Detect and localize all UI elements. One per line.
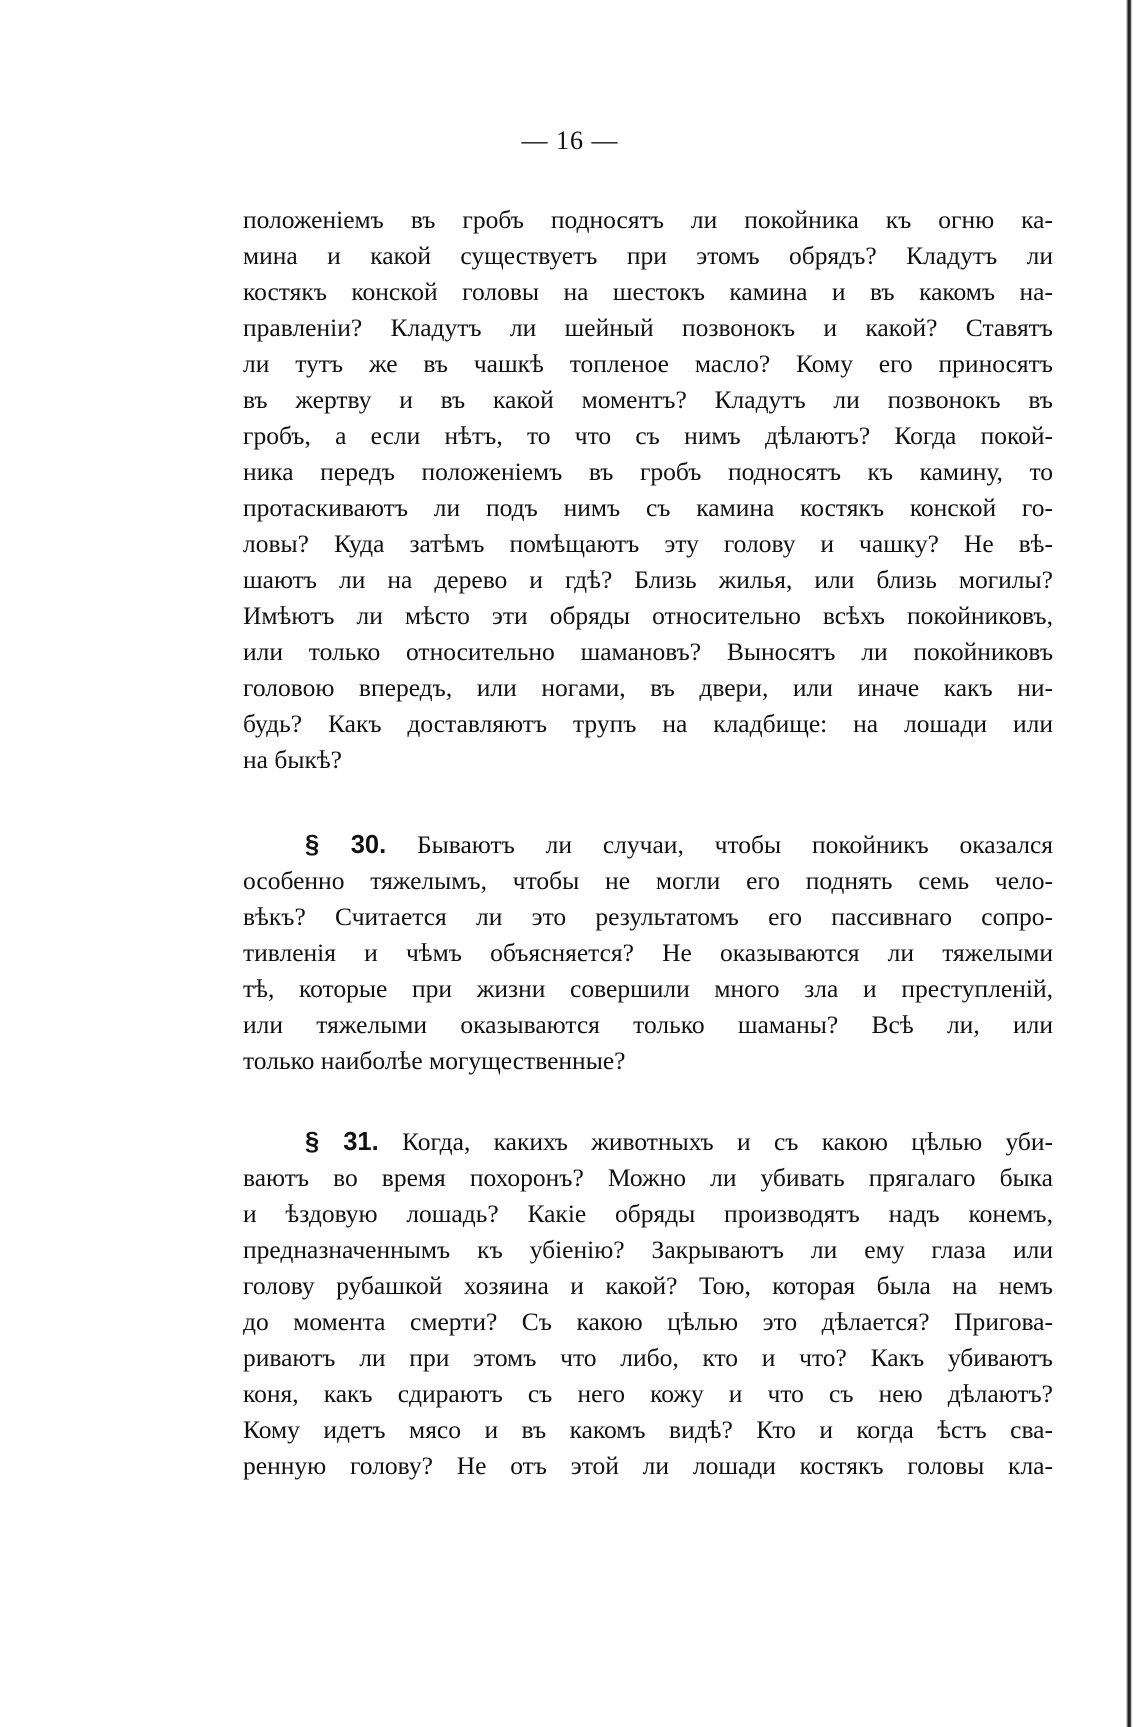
- text-line: до момента смерти? Съ какою цѣлью это дѣлается? Пригова-: [243, 1307, 1053, 1336]
- text-line: въ жертву и въ какой моментъ? Кладутъ ли позвонокъ въ: [243, 385, 1053, 414]
- text-line: вѣкъ? Считается ли это результатомъ его пассивнаго сопро-: [243, 902, 1053, 931]
- text-line: положеніемъ въ гробъ подносятъ ли покойника къ огню ка-: [243, 205, 1053, 234]
- page-number: — 16 —: [521, 126, 619, 155]
- text-line: коня, какъ сдираютъ съ него кожу и что съ нею дѣлаютъ?: [243, 1379, 1053, 1408]
- text-line: правленіи? Кладутъ ли шейный позвонокъ и какой? Ставятъ: [243, 313, 1053, 342]
- text-line: голову рубашкой хозяина и какой? Тою, которая была на немъ: [243, 1271, 1053, 1300]
- paragraph-section-30: [243, 827, 1053, 1079]
- text-line: Кому идетъ мясо и въ какомъ видѣ? Кто и когда ѣстъ сва-: [243, 1415, 1053, 1444]
- text-line: ли тутъ же въ чашкѣ топленое масло? Кому его приносятъ: [243, 349, 1053, 378]
- text-line: и ѣздовую лошадь? Какіе обряды производятъ надъ конемъ,: [243, 1199, 1053, 1228]
- text-line: предназначеннымъ къ убіенію? Закрываютъ ли ему глаза или: [243, 1235, 1053, 1264]
- text-line: гробъ, а если нѣтъ, то что съ нимъ дѣлаютъ? Когда покой-: [243, 421, 1053, 450]
- text-line: ренную голову? Не отъ этой ли лошади костякъ головы кла-: [243, 1451, 1053, 1480]
- text-line: ваютъ во время похоронъ? Можно ли убивать прягалаго быка: [243, 1163, 1053, 1192]
- text-line: тѣ, которые при жизни совершили много зла и преступленій,: [243, 974, 1053, 1003]
- text-line: протаскиваютъ ли подъ нимъ съ камина костякъ конской го-: [243, 493, 1053, 522]
- text-line: особенно тяжелымъ, чтобы не могли его поднять семь чело-: [243, 866, 1053, 895]
- text-line: [243, 1124, 1053, 1160]
- page-edge-shadow: [1126, 0, 1132, 1727]
- text-line: или только относительно шамановъ? Выносятъ ли покойниковъ: [243, 637, 1053, 666]
- text-fragment: Бываютъ ли случаи, чтобы покойникъ оказался: [417, 830, 1054, 859]
- text-line: костякъ конской головы на шестокъ камина и въ какомъ на-: [243, 277, 1053, 306]
- section-mark: § 30.: [305, 831, 387, 859]
- text-line: мина и какой существуетъ при этомъ обрядъ? Кладутъ ли: [243, 241, 1053, 270]
- text-fragment: Когда, какихъ животныхъ и съ какою цѣлью уби-: [401, 1127, 1054, 1156]
- text-line: ловы? Куда затѣмъ помѣщаютъ эту голову и чашку? Не вѣ-: [243, 529, 1053, 558]
- text-line: или тяжелыми оказываются только шаманы? Всѣ ли, или: [243, 1010, 1053, 1039]
- section-mark: § 31.: [305, 1128, 379, 1156]
- text-line: только наиболѣе могущественные?: [243, 1046, 626, 1075]
- text-line: ника передъ положеніемъ въ гробъ подносятъ къ камину, то: [243, 457, 1053, 486]
- text-line: головою впередъ, или ногами, въ двери, или иначе какъ ни-: [243, 673, 1053, 702]
- text-line: тивленія и чѣмъ объясняется? Не оказываются ли тяжелыми: [243, 938, 1053, 967]
- paragraph-section-31: [243, 1124, 1053, 1484]
- paragraph-continuation: [243, 202, 1053, 778]
- text-line: шаютъ ли на дерево и гдѣ? Близь жилья, или близь могилы?: [243, 565, 1053, 594]
- text-line: Имѣютъ ли мѣсто эти обряды относительно всѣхъ покойниковъ,: [243, 601, 1053, 630]
- text-line: на быкѣ?: [243, 745, 342, 774]
- text-line: [243, 827, 1053, 863]
- text-line: будь? Какъ доставляютъ трупъ на кладбище: на лошади или: [243, 709, 1053, 738]
- text-line: риваютъ ли при этомъ что либо, кто и что? Какъ убиваютъ: [243, 1343, 1053, 1372]
